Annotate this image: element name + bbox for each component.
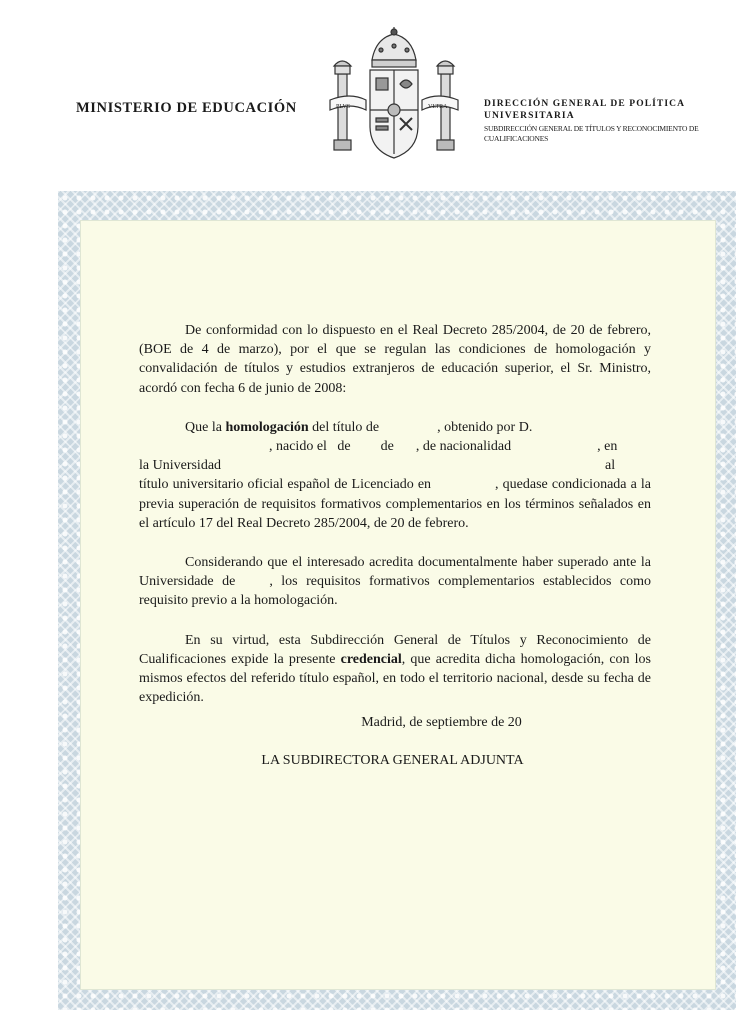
directorate-title: DIRECCIÓN GENERAL DE POLÍTICA UNIVERSITARIA	[484, 99, 685, 121]
signatory-line	[0, 753, 755, 769]
text-segment: de	[380, 439, 394, 455]
paragraph-credential	[139, 631, 651, 708]
signatory-title: LA SUBDIRECTORA GENERAL ADJUNTA	[261, 753, 524, 768]
certificate-body	[139, 321, 651, 707]
paragraph-decree: De conformidad con lo dispuesto en el Real Decreto 285/2004, de 20 de febrero, (BOE de 4 de marzo), por el que se regulan las condiciones de homologación y convalidación de títulos y estudios extranjeros de educación superior, el Sr. Ministro, acordó con fecha 6 de junio de 2008:	[139, 323, 651, 396]
place-date-line	[0, 715, 755, 731]
place-date: Madrid, de septiembre de 20	[361, 715, 522, 730]
subdirectorate-title: SUBDIRECCIÓN GENERAL DE TÍTULOS Y RECONOCIMIENTO DE CUALIFICACIONES	[484, 124, 699, 143]
bold-homologacion: homologación	[225, 419, 309, 435]
text-segment: , que acredita dicha homologación, con los mismos efectos del referido título español, en todo el territorio nacional, desde su fecha de expedición.	[139, 651, 651, 706]
paragraph-homologation	[139, 418, 651, 533]
text-segment: de	[337, 439, 351, 455]
text-segment: , los requisitos formativos complementarios establecidos como requisito previo a la homologación.	[139, 574, 652, 609]
text-segment: , de nacionalidad	[415, 439, 512, 455]
text-segment: En su virtud, esta Subdirección General de Títulos y Reconocimiento de Cualificaciones expide la presente	[139, 632, 651, 667]
text-segment: Considerando que el interesado acredita documentalmente haber superado ante la Universidade de	[139, 555, 651, 590]
motto-ultra: VLTRA	[428, 104, 448, 110]
bold-credencial: credencial	[340, 651, 402, 667]
text-segment: del título de	[308, 419, 380, 435]
text-segment: , nacido el	[269, 439, 327, 455]
text-segment: título universitario oficial español de Licenciado en	[139, 477, 432, 493]
motto-plus: PLVS	[336, 104, 351, 110]
text-segment: la Universidad	[139, 458, 222, 474]
coat-of-arms-icon	[326, 26, 462, 164]
paragraph-requirements	[139, 553, 651, 611]
text-segment: condicionada a la previa superación de requisitos formativos complementarios en los términos señalados en el artículo 17 del Real Decreto 285/2004, de 20 de febrero.	[139, 477, 652, 531]
text-segment: al	[605, 458, 616, 474]
ministry-title: MINISTERIO DE EDUCACIÓN	[76, 100, 297, 116]
text-segment: , obtenido por D.	[437, 419, 533, 435]
text-segment: , quedase	[495, 477, 548, 493]
text-segment: Que la	[185, 419, 226, 435]
text-segment: , en	[597, 439, 618, 455]
